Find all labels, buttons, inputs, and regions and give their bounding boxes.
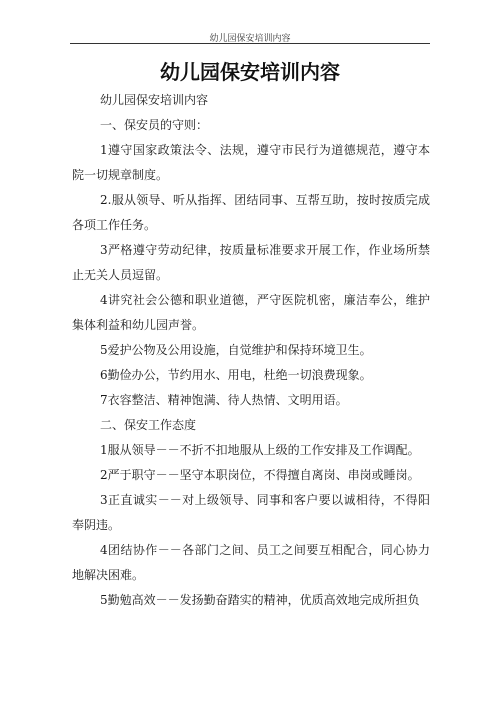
paragraph-rule-7: 7衣容整洁、精神饱满、待人热情、文明用语。 [100,393,348,407]
paragraph-attitude-2: 2严于职守－－坚守本职岗位，不得擅自离岗、串岗或睡岗。 [100,468,420,482]
section-heading-attitude: 二、保安工作态度 [100,418,197,432]
paragraph-rule-6: 6勤俭办公，节约用水、用电，杜绝一切浪费现象。 [100,368,372,382]
paragraph-rule-2: 2.服从领导、听从指挥、团结同事、互帮互助，按时按质完成各项工作任务。 [72,193,430,232]
document-title: 幼儿园保安培训内容 [160,60,340,84]
paragraph-subtitle: 幼儿园保安培训内容 [100,93,209,107]
section-heading-rules: 一、保安员的守则： [100,118,209,132]
page-header-text: 幼儿园保安培训内容 [209,34,291,44]
paragraph-attitude-5: 5勤勉高效－－发扬勤奋踏实的精神，优质高效地完成所担负 [100,593,420,607]
paragraph-rule-4: 4讲究社会公德和职业道德，严守医院机密，廉洁奉公，维护集体利益和幼儿园声誉。 [72,293,430,332]
paragraph-rule-3: 3严格遵守劳动纪律，按质量标准要求开展工作，作业场所禁止无关人员逗留。 [72,243,430,282]
paragraph-attitude-4: 4团结协作－－各部门之间、员工之间要互相配合，同心协力地解决困难。 [72,543,430,582]
page-header [70,0,430,44]
paragraph-attitude-1: 1服从领导－－不折不扣地服从上级的工作安排及工作调配。 [100,443,420,457]
document-body [72,88,430,613]
paragraph-rule-5: 5爱护公物及公用设施，自觉维护和保持环境卫生。 [100,343,372,357]
paragraph-attitude-3: 3正直诚实－－对上级领导、同事和客户要以诚相待，不得阳奉阴违。 [72,493,430,532]
paragraph-rule-1: 1遵守国家政策法令、法规，遵守市民行为道德规范，遵守本院一切规章制度。 [72,143,430,182]
